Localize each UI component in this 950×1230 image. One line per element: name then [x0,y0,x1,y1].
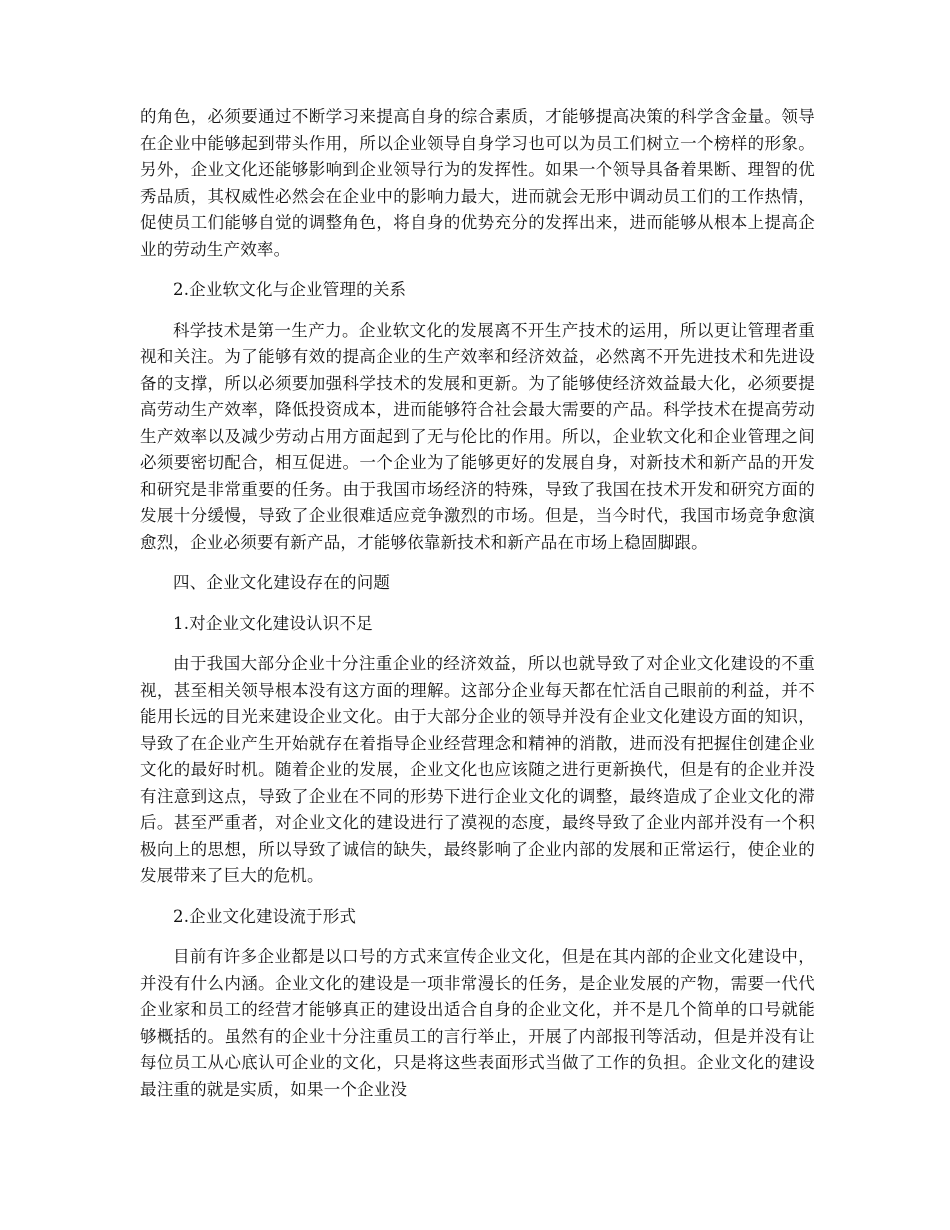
paragraph-gap [140,930,815,944]
paragraph-gap [140,304,815,318]
paragraph-awareness: 由于我国大部分企业十分注重企业的经济效益，所以也就导致了对企业文化建设的不重视，甚至相关领导根本没有这方面的理解。这部分企业每天都在忙活自己眼前的利益，并不能用长远的目光来建设企业文化。由于大部分企业的领导并没有企业文化建设方面的知识，导致了在企业产生开始就存在着指导企业经营理念和精神的消散，进而没有把握住创建企业文化的最好时机。随着企业的发展，企业文化也应该随之进行更新换代，但是有的企业并没有注意到这点，导致了企业在不同的形势下进行企业文化的调整，最终造成了企业文化的滞后。甚至严重者，对企业文化的建设进行了漠视的态度，最终导致了企业内部并没有一个积极向上的思想，所以导致了诚信的缺失，最终影响了企业内部的发展和正常运行，使企业的发展带来了巨大的危机。 [140,654,815,885]
section-heading-formalism: 2.企业文化建设流于形式 [173,906,357,926]
section-heading-insufficient-awareness: 1.对企业文化建设认识不足 [173,613,373,633]
paragraph-formalism: 目前有许多企业都是以口号的方式来宣传企业文化，但是在其内部的企业文化建设中，并没有什么内涵。企业文化的建设是一项非常漫长的任务，是企业发展的产物，需要一代代企业家和员工的经营才能够真正的建设出适合自身的企业文化，并不是几个简单的口号就能够概括的。虽然有的企业十分注重员工的言行举止，开展了内部报刊等活动，但是并没有让每位员工从心底认可企业的文化，只是将这些表面形式当做了工作的负担。企业文化的建设最注重的就是实质，如果一个企业没 [140,947,815,1099]
paragraph-gap [140,263,815,277]
chapter-heading-problems: 四、企业文化建设存在的问题 [173,573,391,592]
paragraph-gap [140,556,815,570]
paragraph-technology: 科学技术是第一生产力。企业软文化的发展离不开生产技术的运用，所以更让管理者重视和关注。为了能够有效的提高企业的生产效率和经济效益，必然离不开先进技术和先进设备的支撑，所以必须要加强科学技术的发展和更新。为了能够使经济效益最大化，必须要提高劳动生产效率，降低投资成本，进而能够符合社会最大需要的产品。科学技术在提高劳动生产效率以及减少劳动占用方面起到了无与伦比的作用。所以，企业软文化和企业管理之间必须要密切配合，相互促进。一个企业为了能够更好的发展自身，对新技术和新产品的开发和研究是非常重要的任务。由于我国市场经济的特殊，导致了我国在技术开发和研究方面的发展十分缓慢，导致了企业很难适应竞争激烈的市场。但是，当今时代，我国市场竞争愈演愈烈，企业必须要有新产品，才能够依靠新技术和新产品在市场上稳固脚跟。 [140,320,815,552]
paragraph-gap [140,890,815,904]
document-body [140,104,815,1103]
paragraph-gap [140,637,815,651]
section-heading-soft-culture: 2.企业软文化与企业管理的关系 [173,280,407,299]
paragraph-leadership-role: 的角色，必须要通过不断学习来提高自身的综合素质，才能够提高决策的科学含金量。领导在企业中能够起到带头作用，所以企业领导自身学习也可以为员工们树立一个榜样的形象。另外，企业文化还能够影响到企业领导行为的发挥性。如果一个领导具备着果断、理智的优秀品质，其权威性必然会在企业中的影响力最大，进而就会无形中调动员工们的工作热情，促使员工们能够自觉的调整角色，将自身的优势充分的发挥出来，进而能够从根本上提高企业的劳动生产效率。 [140,107,815,259]
paragraph-gap [140,597,815,611]
